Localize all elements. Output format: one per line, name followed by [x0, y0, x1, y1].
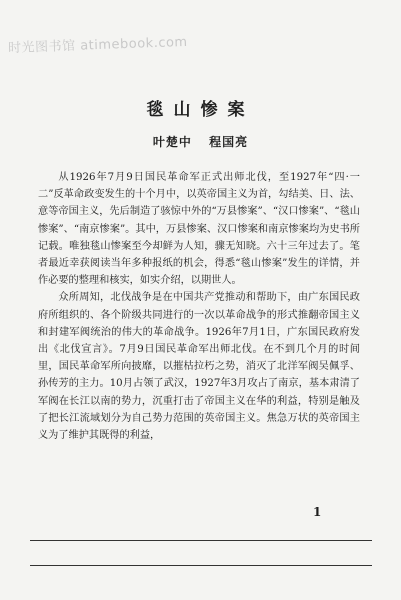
- author-1: 叶楚中: [152, 135, 192, 149]
- authors: [0, 133, 401, 150]
- bottom-rule-1: [30, 540, 372, 541]
- article-body: [38, 169, 360, 444]
- paragraph-1: 从1926年7月9日国民革命军正式出师北伐，至1927年“四·一二”反革命政变发生的十个月中，以英帝国主义为首，勾结美、日、法、意等帝国主义，先后制造了骇惊中外的“万县惨案”、“汉口惨案”、“毯山惨案”、“南京惨案”。其中，万县惨案、汉口惨案和南京惨案均为史书所记载。唯独毯山惨案至今却鲜为人知，骤无知晓。六十三年过去了。笔者最近幸获阅读当年多种报纸的机会，得悉“毯山惨案”发生的详情，并作必要的整理和核实，如实介绍，以期世人。: [38, 172, 360, 287]
- author-2: 程国亮: [209, 135, 249, 149]
- article-title: 毯山惨案: [146, 100, 255, 120]
- paragraph-2: 众所周知，北伐战争是在中国共产党推动和帮助下，由广东国民政府所组织的、各个阶级共同进行的一次以革命战争的形式推翻帝国主义和封建军阀统治的伟大的革命战争。1926年7月1日，广东国民政府发出《北伐宣言》。7月9日国民革命军出师北伐。在不到几个月的时间里，国民革命军所向披靡，以摧枯拉朽之势，消灭了北洋军阀吴佩孚、孙传芳的主力。10月占领了武汉，1927年3月攻占了南京，基本肃清了军阀在长江以南的势力，沉重打击了帝国主义在华的利益，特别是触及了把长江流域划分为自己势力范围的英帝国主义。焦急万状的英帝国主义为了维护其既得的利益，: [38, 292, 360, 442]
- bottom-rule-2: [30, 565, 372, 566]
- page-number: 1: [313, 505, 322, 519]
- watermark: 时光图书馆 atimebook.com: [7, 34, 188, 57]
